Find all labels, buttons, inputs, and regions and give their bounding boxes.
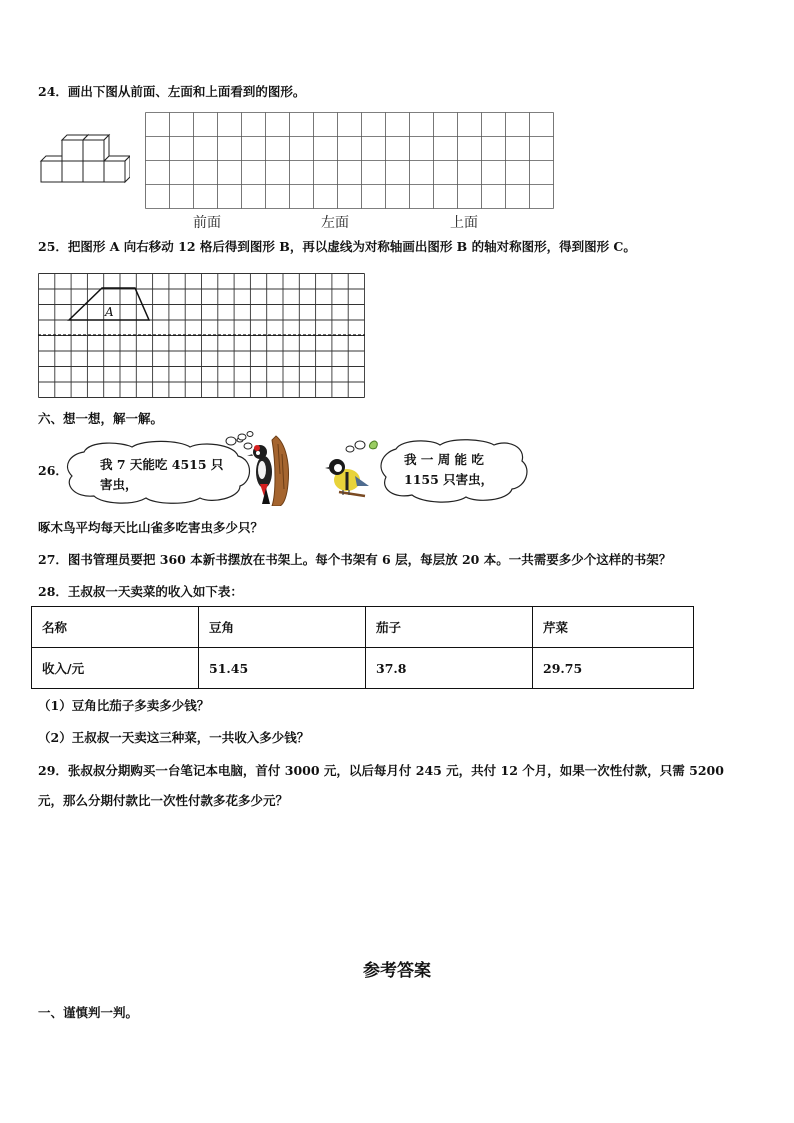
woodpecker-bubble-line2: 害虫， — [100, 477, 138, 492]
table-cell: 豆角 — [199, 607, 366, 648]
left-view-label: 左面 — [321, 215, 349, 231]
table-cell: 收入/元 — [32, 648, 199, 689]
section6-title: 六、想一想，解一解。 — [38, 411, 164, 426]
q24-drawing-grid — [145, 112, 555, 210]
cube-stack-figure — [38, 130, 130, 186]
table-row — [32, 648, 694, 689]
q25-text: 25．把图形 A 向右移动 12 格后得到图形 B，再以虚线为对称轴画出图形 B 的轴对称图形，得到图形 C。 — [38, 239, 636, 254]
table-cell: 51.45 — [199, 648, 366, 689]
sales-table — [31, 606, 694, 689]
table-cell: 芹菜 — [533, 607, 694, 648]
table-cell: 茄子 — [366, 607, 533, 648]
q25-grid — [38, 273, 366, 399]
answers-title: 参考答案 — [363, 961, 431, 981]
q28-sub1: （1）豆角比茄子多卖多少钱？ — [38, 698, 210, 713]
table-row — [32, 607, 694, 648]
answers-section1: 一、谨慎判一判。 — [38, 1005, 139, 1020]
q24-text: 24．画出下图从前面、左面和上面看到的图形。 — [38, 84, 306, 99]
shape-a-label: A — [105, 305, 114, 319]
q26-question: 啄木鸟平均每天比山雀多吃害虫多少只？ — [38, 520, 264, 535]
front-view-label: 前面 — [193, 215, 221, 231]
q26-number: 26． — [38, 463, 68, 478]
table-cell: 29.75 — [533, 648, 694, 689]
q28-text: 28．王叔叔一天卖菜的收入如下表： — [38, 584, 243, 599]
tit-bubble-line2: 1155 只害虫， — [404, 472, 494, 487]
q29-line2: 元，那么分期付款比一次性付款多花多少元？ — [38, 793, 289, 808]
thought-dots-right — [344, 436, 380, 456]
tit-bird-image — [325, 452, 370, 502]
top-view-label: 上面 — [450, 215, 478, 231]
woodpecker-image — [246, 434, 296, 506]
woodpecker-bubble-line1: 我 7 天能吃 4515 只 — [100, 457, 224, 472]
q29-line1: 29．张叔叔分期购买一台笔记本电脑，首付 3000 元，以后每月付 245 元，共付 12 个月，如果一次性付款，只需 5200 — [38, 763, 724, 778]
tit-bubble-line1: 我 一 周 能 吃 — [404, 452, 484, 467]
table-cell: 37.8 — [366, 648, 533, 689]
q28-sub2: （2）王叔叔一天卖这三种菜，一共收入多少钱？ — [38, 730, 310, 745]
q27-text: 27．图书管理员要把 360 本新书摆放在书架上。每个书架有 6 层，每层放 20 本。一共需要多少个这样的书架？ — [38, 552, 672, 567]
table-cell: 名称 — [32, 607, 199, 648]
